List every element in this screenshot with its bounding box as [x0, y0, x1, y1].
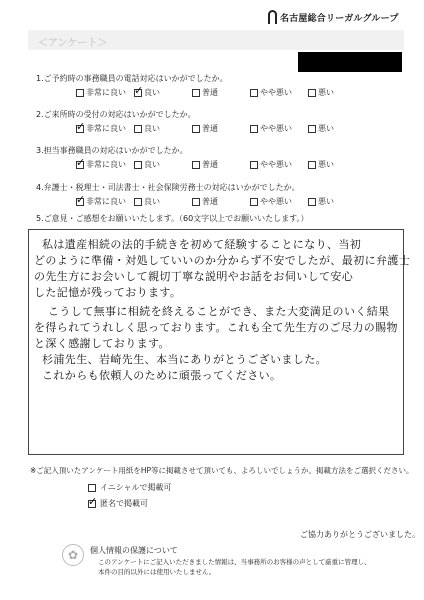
rating-options	[76, 159, 366, 170]
publication-question: ※ご記入頂いたアンケート用紙をHP等に掲載させて頂いても、よろしいでしょうか。掲載方法をご選択ください。	[30, 466, 414, 475]
rating-option-label: 悪い	[318, 160, 334, 169]
rating-checkbox[interactable]	[308, 89, 316, 97]
comment-line: と深く感謝しております。	[34, 337, 170, 350]
privacy-line: このアンケートにご記入いただきました情報は、当事務所のお客様の声として厳重に管理し、	[98, 558, 371, 566]
rating-option-label: 良い	[144, 124, 160, 133]
rating-option-label: 良い	[144, 160, 160, 169]
rating-option[interactable]	[250, 196, 308, 207]
rating-checkbox[interactable]	[250, 89, 258, 97]
rating-option[interactable]	[134, 159, 192, 170]
rating-option-label: やや悪い	[260, 160, 292, 169]
rating-checkbox[interactable]	[308, 198, 316, 206]
comment-line: どのように準備・対処していいのか分からず不安でしたが、最初に弁護士	[34, 254, 411, 267]
rating-checkbox[interactable]	[134, 198, 142, 206]
comment-line: した記憶が残っております。	[34, 286, 182, 299]
publication-checkbox[interactable]	[88, 500, 96, 508]
comment-line: 杉浦先生、岩崎先生、本当にありがとうございました。	[42, 353, 327, 366]
comment-line: を得られてうれしく思っております。これも全て先生方のご尽力の賜物	[34, 321, 398, 334]
logo-text: 名古屋総合リーガルグループ	[280, 13, 399, 24]
comment-question: 5.ご意見・ご感想をお願いいたします。（60文字以上でお願いいたします。）	[36, 214, 309, 223]
rating-option-label: 普通	[202, 160, 218, 169]
rating-checkbox[interactable]	[134, 125, 142, 133]
privacy-body	[98, 557, 398, 577]
rating-option-label: 普通	[202, 88, 218, 97]
rating-checkbox[interactable]	[192, 161, 200, 169]
rating-option-label: 非常に良い	[86, 160, 126, 169]
comment-line: 私は遺産相続の法的手続きを初めて経験することになり、当初	[42, 238, 362, 251]
rating-checkbox[interactable]	[192, 89, 200, 97]
publication-option[interactable]	[88, 498, 148, 509]
rating-options	[76, 196, 366, 207]
rating-option[interactable]	[76, 196, 134, 207]
rating-option-label: 非常に良い	[86, 124, 126, 133]
rating-option[interactable]	[134, 123, 192, 134]
rating-option[interactable]	[308, 196, 366, 207]
rating-checkbox[interactable]	[134, 161, 142, 169]
rating-option-label: 悪い	[318, 124, 334, 133]
rating-checkbox[interactable]	[134, 89, 142, 97]
publication-checkbox[interactable]	[88, 484, 96, 492]
rating-option[interactable]	[250, 123, 308, 134]
rating-checkbox[interactable]	[250, 198, 258, 206]
question-label: 1.ご予約時の事務職員の電話対応はいかがでしたか。	[36, 74, 228, 83]
rating-checkbox[interactable]	[192, 125, 200, 133]
rating-options	[76, 123, 366, 134]
rating-checkbox[interactable]	[76, 125, 84, 133]
rating-option[interactable]	[308, 159, 366, 170]
rating-option[interactable]	[308, 123, 366, 134]
publication-option-label: イニシャルで掲載可	[100, 483, 172, 492]
question-label: 4.弁護士・税理士・司法書士・社会保険労務士の対応はいかがでしたか。	[36, 183, 300, 192]
comment-line: これからも依頼人のために頑張ってください。	[42, 369, 282, 382]
rating-checkbox[interactable]	[308, 125, 316, 133]
privacy-line: 本件の目的以外には使用いたしません。	[98, 568, 216, 576]
publication-option[interactable]	[88, 482, 172, 493]
rating-checkbox[interactable]	[308, 161, 316, 169]
rating-options	[76, 87, 366, 98]
rating-checkbox[interactable]	[192, 198, 200, 206]
rating-option[interactable]	[308, 87, 366, 98]
logo	[268, 10, 399, 24]
rating-option-label: 良い	[144, 197, 160, 206]
rating-option-label: 非常に良い	[86, 197, 126, 206]
header-band	[28, 30, 404, 50]
rating-option[interactable]	[250, 159, 308, 170]
rating-option[interactable]	[250, 87, 308, 98]
rating-checkbox[interactable]	[76, 198, 84, 206]
privacy-title: 個人情報の保護について	[90, 546, 178, 555]
question-label: 2.ご来所時の受付の対応はいかがでしたか。	[36, 110, 196, 119]
rating-option[interactable]	[76, 159, 134, 170]
rating-option[interactable]	[134, 196, 192, 207]
rating-option[interactable]	[134, 87, 192, 98]
rating-option-label: 普通	[202, 124, 218, 133]
comment-line: の先生方にお会いして親切丁寧な説明やお話をお伺いして安心	[34, 270, 354, 283]
rating-option[interactable]	[76, 123, 134, 134]
rating-option-label: やや悪い	[260, 197, 292, 206]
rating-checkbox[interactable]	[76, 161, 84, 169]
rating-checkbox[interactable]	[250, 161, 258, 169]
rating-option[interactable]	[76, 87, 134, 98]
rating-option-label: 悪い	[318, 197, 334, 206]
privacy-icon: ✿	[62, 544, 84, 566]
rating-option-label: やや悪い	[260, 124, 292, 133]
rating-checkbox[interactable]	[76, 89, 84, 97]
rating-option-label: 非常に良い	[86, 88, 126, 97]
publication-option-label: 匿名で掲載可	[100, 499, 148, 508]
rating-checkbox[interactable]	[250, 125, 258, 133]
rating-option-label: 良い	[144, 88, 160, 97]
header-title: ＜アンケート＞	[38, 38, 108, 49]
rating-option[interactable]	[192, 159, 250, 170]
rating-option-label: やや悪い	[260, 88, 292, 97]
question-label: 3.担当事務職員の対応はいかがでしたか。	[36, 146, 188, 155]
logo-icon	[268, 10, 277, 24]
thanks-text: ご協力ありがとうございました。	[300, 530, 420, 539]
rating-option[interactable]	[192, 87, 250, 98]
comment-line: こうして無事に相続を終えることができ、また大変満足のいく結果	[48, 305, 390, 318]
rating-option[interactable]	[192, 123, 250, 134]
rating-option-label: 悪い	[318, 88, 334, 97]
rating-option[interactable]	[192, 196, 250, 207]
redacted-name	[298, 52, 402, 72]
rating-option-label: 普通	[202, 197, 218, 206]
